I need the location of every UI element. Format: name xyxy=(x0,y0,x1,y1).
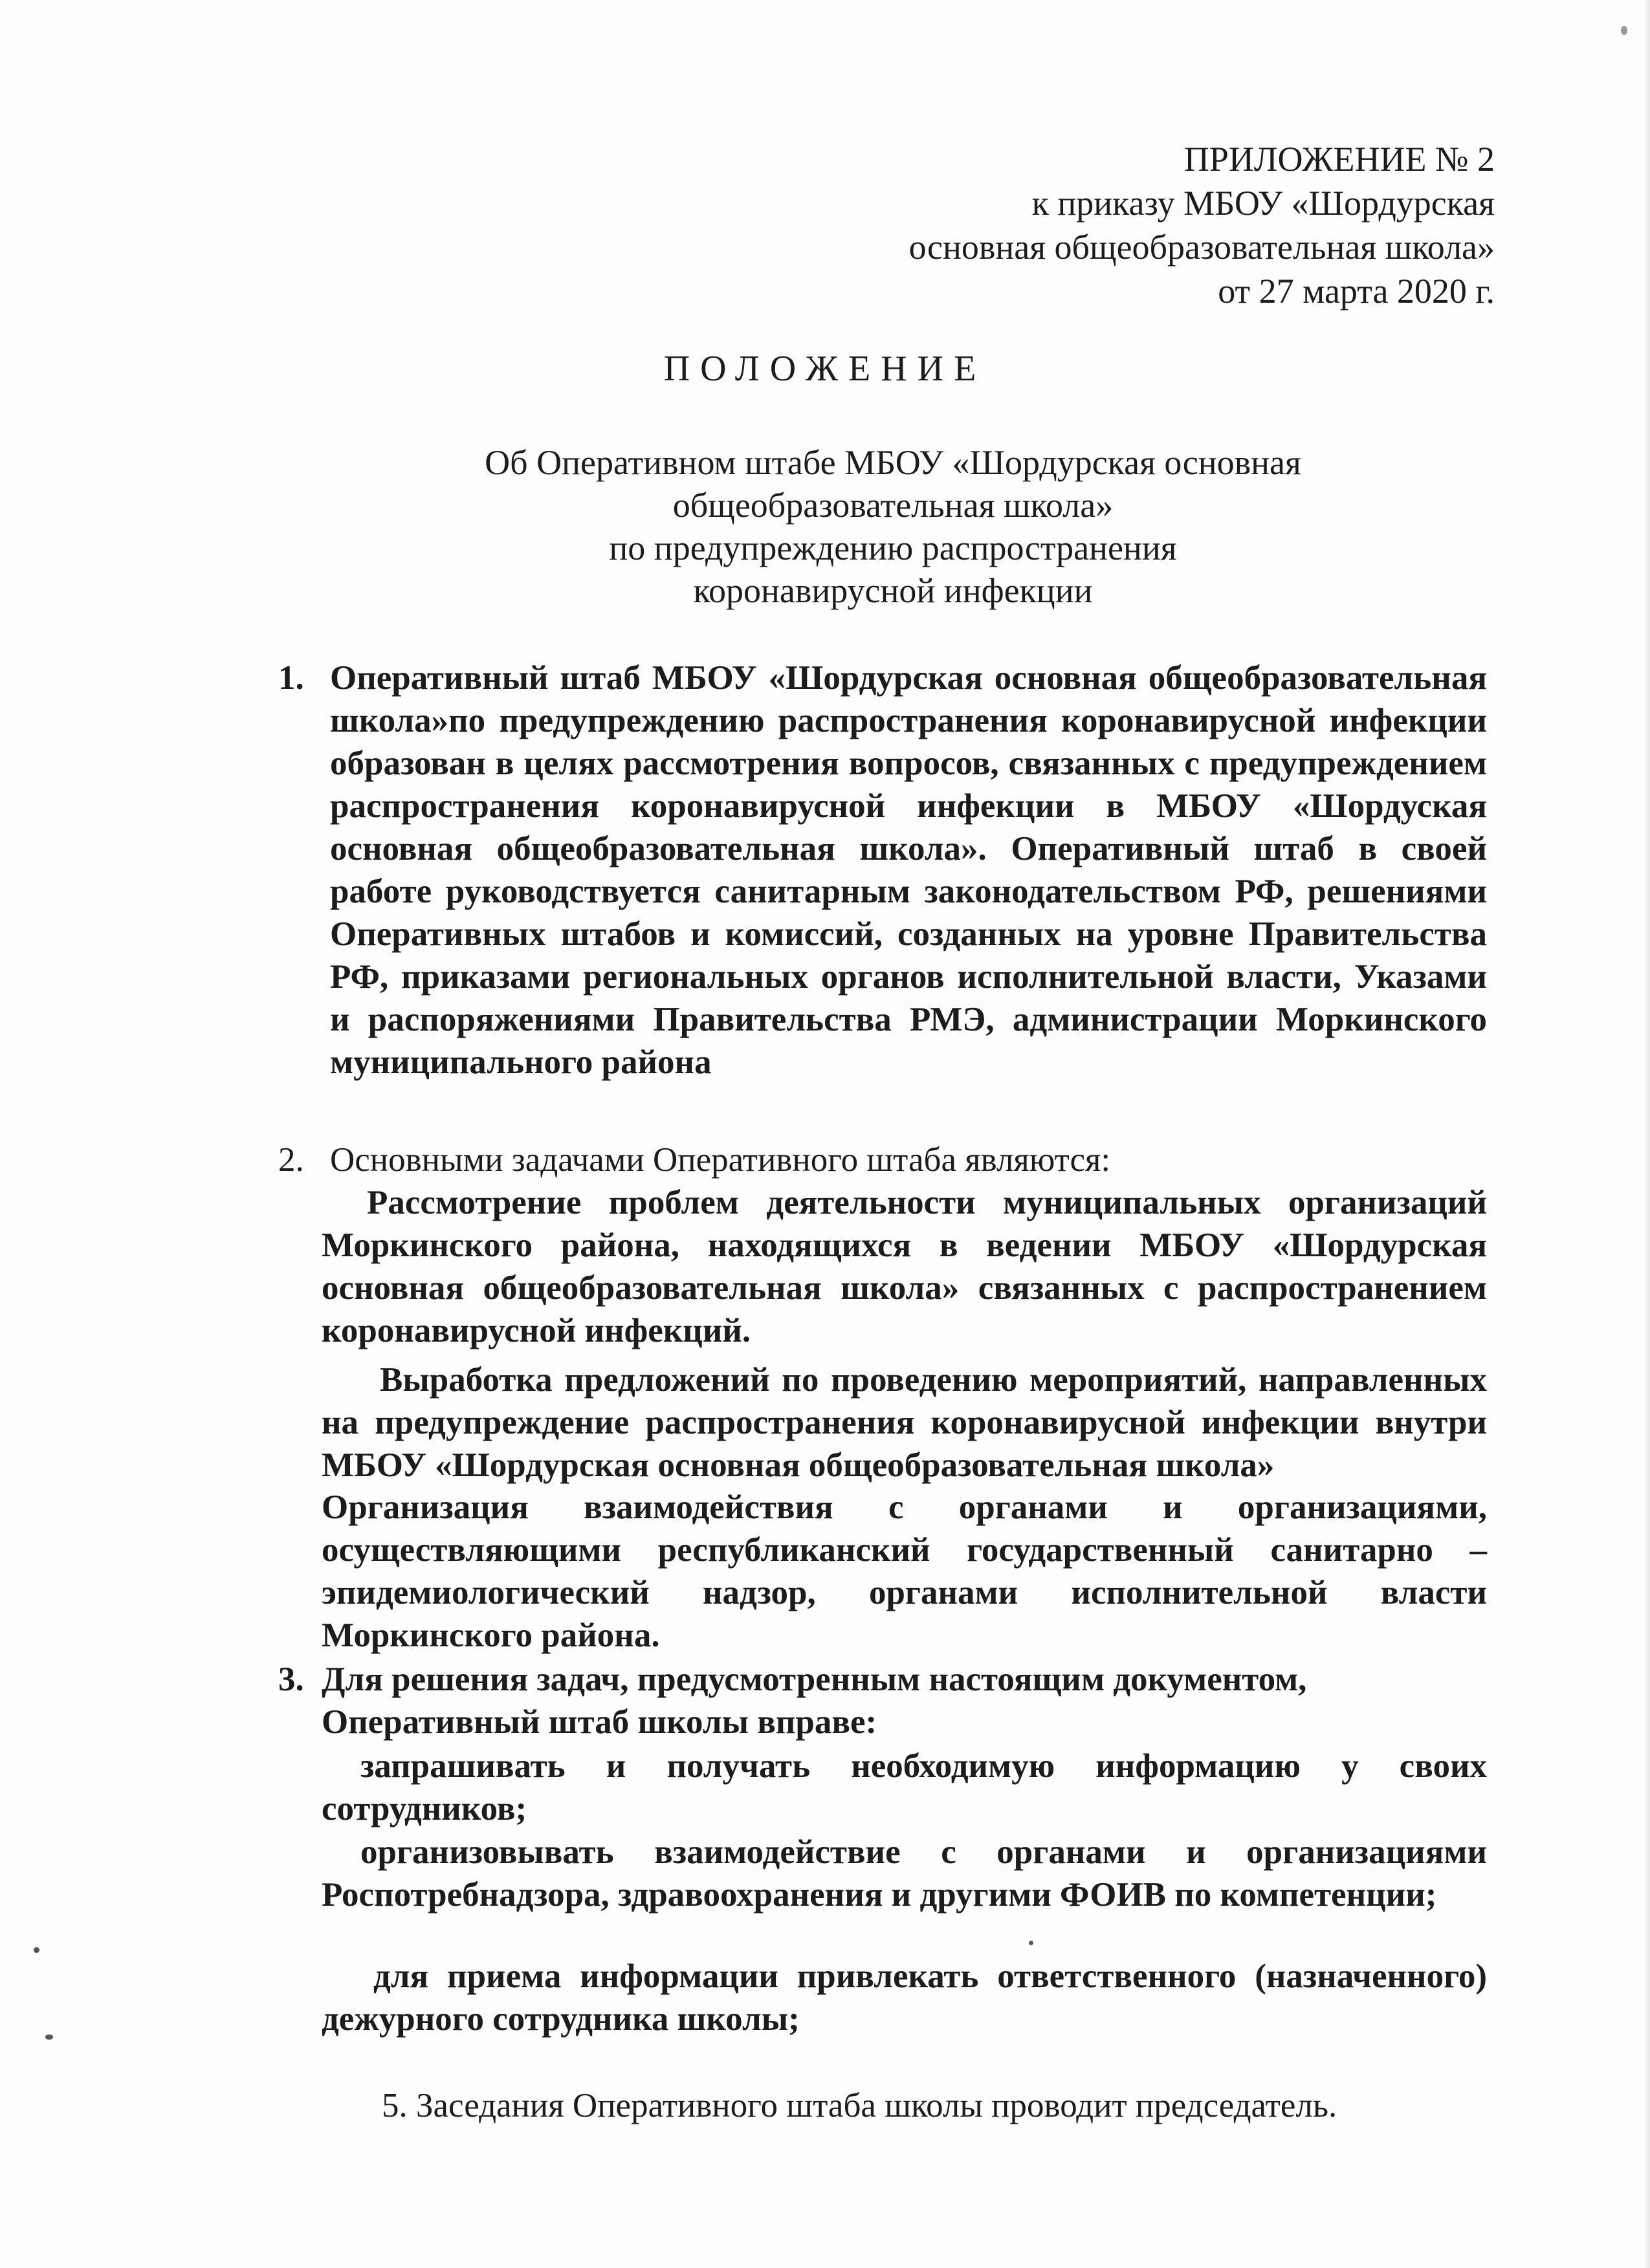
item-2-number: 2. xyxy=(278,1141,304,1179)
scan-speck xyxy=(1621,26,1627,35)
item-2-heading: Основными задачами Оперативного штаба являются: xyxy=(330,1141,1111,1179)
scan-edge-shadow xyxy=(1644,0,1650,2268)
item-3-right-b: организовывать взаимодействие с органами и организациями Роспотребнадзора, здравоохранения и другими ФОИВ по компетенции; xyxy=(322,1833,1487,1914)
item-2-task-b: Выработка предложений по проведению мероприятий, направленных на предупреждение распространения коронавирусной инфекции внутри МБОУ «Шордурская основная общеобразовательная школа» xyxy=(322,1361,1487,1484)
order-reference: к приказу МБОУ «Шордурская xyxy=(1031,184,1495,223)
subtitle-line-2: общеобразовательная школа» xyxy=(672,486,1114,525)
item-3-number: 3. xyxy=(278,1661,304,1698)
item-3-heading xyxy=(322,1658,1487,1743)
item-1-text: Оперативный штаб МБОУ «Шордурская основная общеобразовательная школа»по предупреждению распространения коронавирусной инфекции образован в целях рассмотрения вопросов, связанных с предупреждением распространения коронавирусной инфекции в МБОУ «Шордуская основная общеобразовательная школа». Оперативный штаб в своей работе руководствуется санитарным законодательством РФ, решениями Оперативных штабов и комиссий, созданных на уровне Правительства РФ, приказами региональных органов исполнительной власти, Указами и распоряжениями Правительства РМЭ, администрации Моркинского муниципального района xyxy=(330,659,1487,1081)
item-3-heading-line-1: Для решения задач, предусмотренным настоящим документом, xyxy=(322,1661,1307,1698)
order-date: от 27 марта 2020 г. xyxy=(1218,272,1495,311)
item-3-right-c: для приема информации привлекать ответственного (назначенного) дежурного сотрудника школы; xyxy=(322,1957,1487,2038)
school-name: основная общеобразовательная школа» xyxy=(908,228,1495,267)
document-subtitle xyxy=(362,441,1424,612)
item-2-task-c: Организация взаимодействия с органами и организациями, осуществляющими республиканский государственный санитарно – эпидемиологический надзор, органами исполнительной власти Моркинского района. xyxy=(322,1488,1487,1654)
subtitle-line-1: Об Оперативном штабе МБОУ «Шордурская основная xyxy=(485,443,1301,482)
item-2-task-a: Рассмотрение проблем деятельности муниципальных организаций Моркинского района, находящихся в ведении МБОУ «Шордурская основная общеобразовательная школа» связанных с распространением коронавирусной инфекций. xyxy=(322,1184,1487,1349)
item-3-right-a: запрашивать и получать необходимую информацию у своих сотрудников; xyxy=(322,1747,1487,1827)
appendix-number: ПРИЛОЖЕНИЕ № 2 xyxy=(1183,140,1495,179)
subtitle-line-4: коронавирусной инфекции xyxy=(693,571,1093,610)
appendix-header xyxy=(712,137,1495,313)
scan-speck xyxy=(34,1947,39,1953)
item-5-text: 5. Заседания Оперативного штаба школы проводит председатель. xyxy=(382,2087,1337,2124)
subtitle-line-3: по предупреждению распространения xyxy=(609,529,1177,567)
document-title: ПОЛОЖЕНИЕ xyxy=(663,349,987,389)
scan-speck xyxy=(1029,1941,1033,1945)
item-3-heading-line-2: Оперативный штаб школы вправе: xyxy=(322,1703,877,1741)
item-1-number: 1. xyxy=(278,659,304,697)
scan-speck xyxy=(45,2034,53,2040)
